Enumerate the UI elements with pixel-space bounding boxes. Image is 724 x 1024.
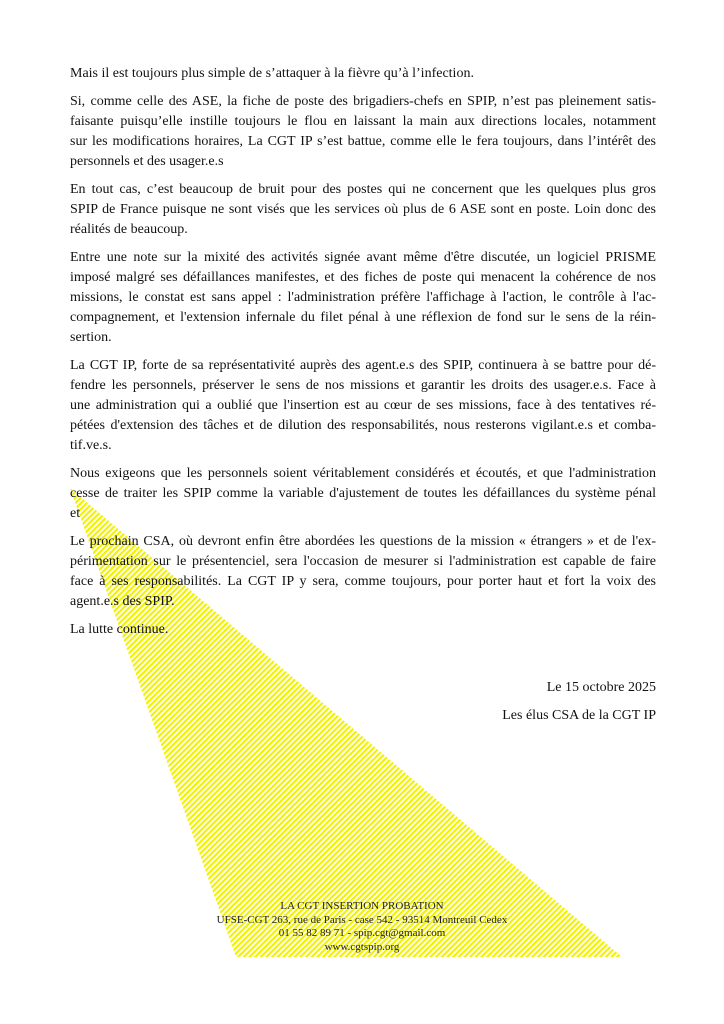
letter-body: [70, 64, 656, 648]
paragraph-line: La lutte continue.: [70, 622, 169, 637]
paragraph-line: missions, le constat est sans appel : l'administration préfère l'affichage à l'action, le contrôle à l'ac-: [70, 290, 656, 305]
footer-org: LA CGT INSERTION PROBATION: [280, 900, 444, 912]
paragraph-line: fendre les personnels, préserver le sens de nos missions et garantir les droits des usager.e.s. Face à: [70, 378, 656, 393]
paragraph-line: faisante puisqu’elle instille toujours le flou en laissant la main aux directions locales, notamment: [70, 114, 656, 129]
footer-website[interactable]: www.cgtspip.org: [324, 940, 400, 953]
footer-contact[interactable]: 01 55 82 89 71 - spip.cgt@gmail.com: [278, 927, 446, 939]
paragraph: [70, 356, 656, 456]
signature-signers: Les élus CSA de la CGT IP: [502, 708, 656, 723]
paragraph-line: cesse de traiter les SPIP comme la variable d'ajustement de toutes les défaillances du système pénal: [70, 486, 656, 501]
paragraph: [70, 620, 656, 640]
paragraph: [70, 532, 656, 612]
footer-address: UFSE-CGT 263, rue de Paris - case 542 - 93514 Montreuil Cedex: [216, 913, 508, 926]
paragraph-line: tif.ve.s.: [70, 438, 112, 453]
paragraph-line: une administration qui a oublié que l'insertion est au cœur de ses missions, face à des tentatives ré-: [70, 398, 656, 413]
paragraph-line: compagnement, et l'extension infernale du filet pénal à une réflexion de fond sur le sens de la réin-: [70, 310, 656, 325]
paragraph-line: pétées d'extension des tâches et de dilution des responsabilités, nous resterons vigilant.e.s et comba-: [70, 418, 656, 433]
paragraph-line: personnels et des usager.e.s: [70, 154, 224, 169]
paragraph-line: SPIP de France puisque ne sont visés que les services où plus de 6 ASE sont en poste. Loin donc des: [70, 202, 656, 217]
paragraph: [70, 248, 656, 348]
paragraph-line: sertion.: [70, 330, 112, 345]
paragraph-line: La CGT IP, forte de sa représentativité auprès des agent.e.s des SPIP, continuera à se battre pour dé-: [70, 358, 656, 373]
paragraph-line: réalités de beaucoup.: [70, 222, 188, 237]
paragraph-line: face à ses responsabilités. La CGT IP y sera, comme toujours, pour porter haut et fort la voix des: [70, 574, 656, 589]
paragraph-line: périmentation sur le présentenciel, sera l'occasion de mesurer si l'administration est capable de faire: [70, 554, 656, 569]
paragraph-line: et: [70, 506, 81, 521]
paragraph-line: En tout cas, c’est beaucoup de bruit pour des postes qui ne concernent que les quelques plus gros: [70, 182, 656, 197]
signature-date: Le 15 octobre 2025: [546, 680, 656, 695]
paragraph: [70, 92, 656, 172]
paragraph-line: Si, comme celle des ASE, la fiche de poste des brigadiers-chefs en SPIP, n’est pas pleinement satis-: [70, 94, 656, 109]
paragraph-line: agent.e.s des SPIP.: [70, 594, 175, 609]
paragraph-line: Nous exigeons que les personnels soient véritablement considérés et écoutés, et que l'administration: [70, 466, 656, 481]
paragraph-line: imposé malgré ses défaillances manifestes, et des fiches de poste qui menacent la cohérence de nos: [70, 270, 656, 285]
paragraph-line: sur les modifications horaires, La CGT IP s’est battue, comme elle le fera toujours, dans l’intérêt des: [70, 134, 656, 149]
paragraph-line: Le prochain CSA, où devront enfin être abordées les questions de la mission « étrangers » et de l'ex-: [70, 534, 656, 549]
paragraph: [70, 180, 656, 240]
paragraph-line: Mais il est toujours plus simple de s’attaquer à la fièvre qu’à l’infection.: [70, 66, 474, 81]
paragraph: [70, 64, 656, 84]
footer: [0, 900, 724, 954]
paragraph-line: Entre une note sur la mixité des activités signée avant même d'être discutée, un logiciel PRISME: [70, 250, 656, 265]
paragraph: [70, 464, 656, 524]
